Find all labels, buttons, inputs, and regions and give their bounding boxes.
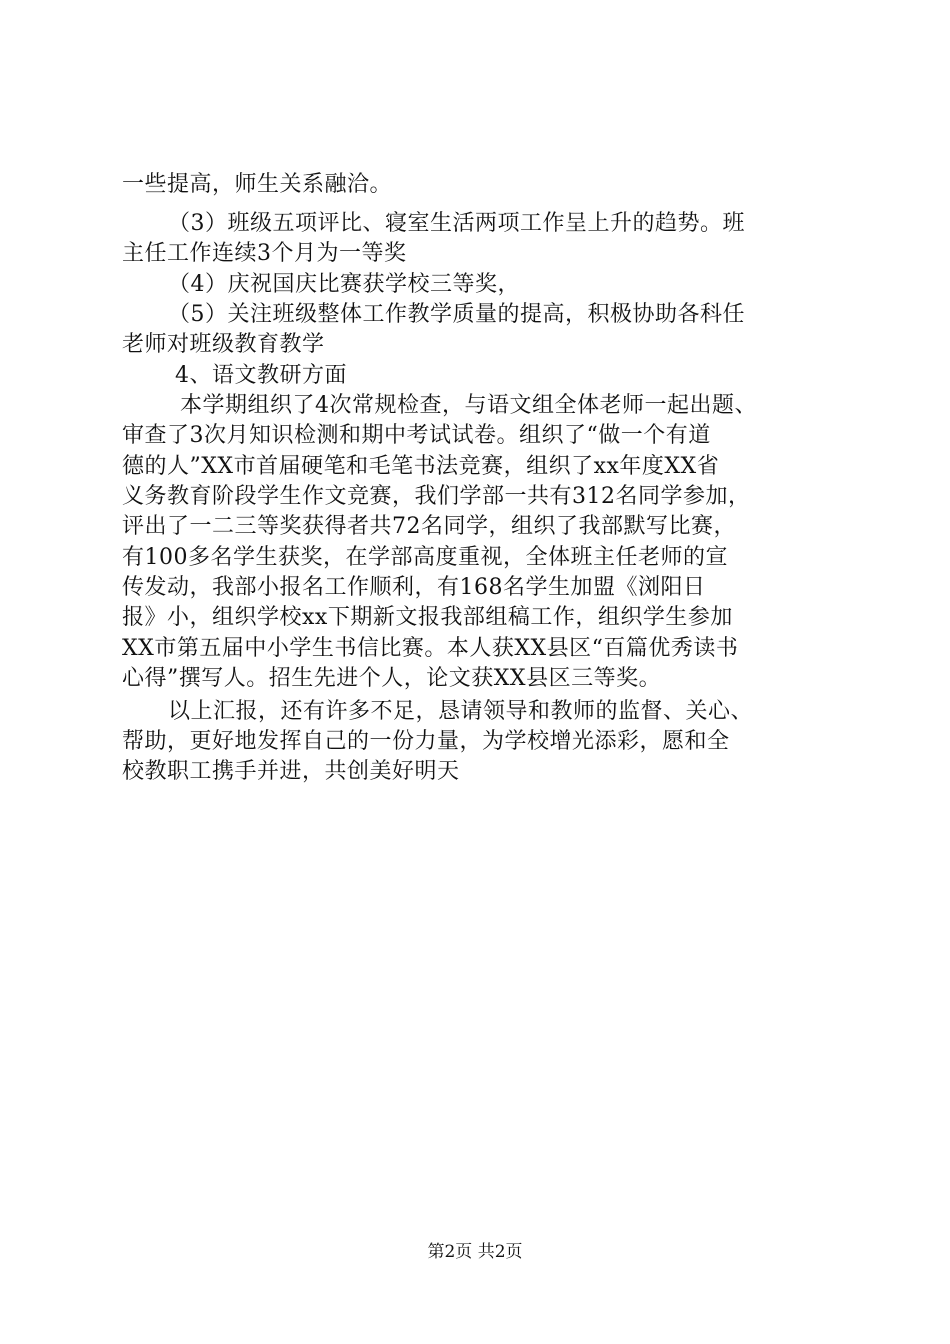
page-number-footer: 第2页 共2页 xyxy=(427,1242,523,1262)
text-line: 心得”撰写人。招生先进个人，论文获XX县区三等奖。 xyxy=(122,666,662,691)
text-line: 有100多名学生获奖，在学部高度重视，全体班主任老师的宣 xyxy=(122,545,728,570)
text-line: 本学期组织了4次常规检查，与语文组全体老师一起出题、 xyxy=(180,393,757,418)
text-line: 审查了3次月知识检测和期中考试试卷。组织了“做一个有道 xyxy=(122,423,711,448)
text-line: 评出了一二三等奖获得者共72名同学，组织了我部默写比赛， xyxy=(122,514,736,539)
text-line: 老师对班级教育教学 xyxy=(122,332,325,357)
section-heading: 4、语文教研方面 xyxy=(175,363,347,388)
text-line: （5）关注班级整体工作教学质量的提高，积极协助各科任 xyxy=(168,302,745,327)
text-line: （3）班级五项评比、寝室生活两项工作呈上升的趋势。班 xyxy=(168,211,745,236)
text-line: 主任工作连续3个月为一等奖 xyxy=(122,241,407,266)
text-line: 德的人”XX市首届硬笔和毛笔书法竞赛，组织了xx年度XX省 xyxy=(122,454,720,479)
text-line: （4）庆祝国庆比赛获学校三等奖， xyxy=(168,272,520,297)
text-line: 帮助，更好地发挥自己的一份力量，为学校增光添彩，愿和全 xyxy=(122,729,730,754)
text-line: 一些提高，师生关系融洽。 xyxy=(122,172,393,197)
text-line: 以上汇报，还有许多不足，恳请领导和教师的监督、关心、 xyxy=(168,699,754,724)
text-line: 校教职工携手并进，共创美好明天 xyxy=(122,759,460,784)
text-line: 传发动，我部小报名工作顺利，有168名学生加盟《浏阳日 xyxy=(122,575,706,600)
text-line: 报》小，组织学校xx下期新文报我部组稿工作，组织学生参加 xyxy=(122,605,733,630)
text-line: XX市第五届中小学生书信比赛。本人获XX县区“百篇优秀读书 xyxy=(122,636,739,661)
text-line: 义务教育阶段学生作文竞赛，我们学部一共有312名同学参加， xyxy=(122,484,751,509)
